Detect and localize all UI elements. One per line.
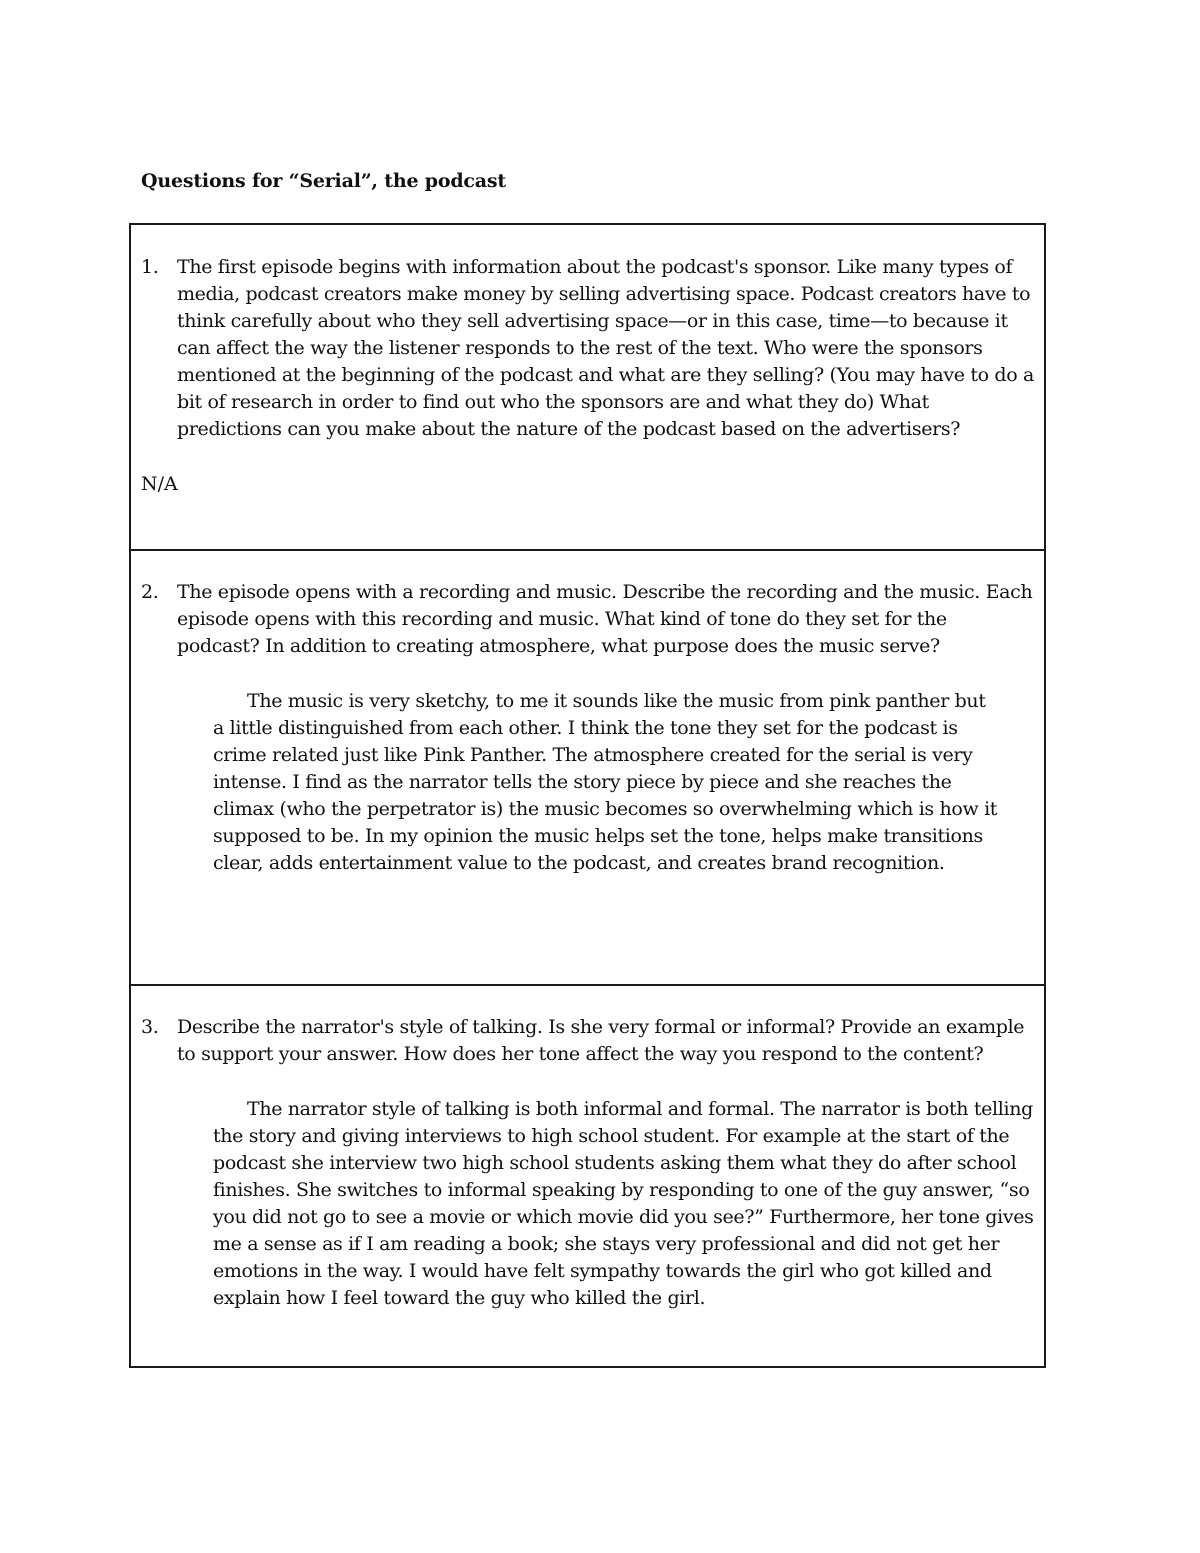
question-cell-2 (131, 551, 1044, 986)
question-cell-3 (131, 986, 1044, 1366)
question-number: 1. (141, 256, 159, 278)
answer-1: N/A (141, 473, 178, 495)
question-text: The episode opens with a recording and music. Describe the recording and the music. Each episode opens with this recording and music. What kind of tone do they set for the podcast? In addition to creating atmosphere, what purpose does the music serve? (177, 581, 1033, 657)
question-number: 3. (141, 1016, 159, 1038)
question-1 (141, 254, 1034, 443)
question-text: Describe the narrator's style of talking. Is she very formal or informal? Provide an example to support your answer. How does her tone affect the way you respond to the content? (177, 1016, 1025, 1065)
answer-2: The music is very sketchy, to me it sounds like the music from pink panther but a little distinguished from each other. I think the tone they set for the podcast is crime related just like Pink Panther. The atmosphere created for the serial is very intense. I find as the narrator tells the story piece by piece and she reaches the climax (who the perpetrator is) the music becomes so overwhelming which is how it supposed to be. In my opinion the music helps set the tone, helps make transitions clear, adds entertainment value to the podcast, and creates brand recognition. (213, 690, 998, 874)
question-text: The first episode begins with information about the podcast's sponsor. Like many types of media, podcast creators make money by selling advertising space. Podcast creators have to think carefully about who they sell advertising space—or in this case, time—to because it can affect the way the listener responds to the rest of the text. Who were the sponsors mentioned at the beginning of the podcast and what are they selling? (You may have to do a bit of research in order to find out who the sponsors are and what they do) What predictions can you make about the nature of the podcast based on the advertisers? (177, 256, 1034, 440)
answer-3: The narrator style of talking is both informal and formal. The narrator is both telling the story and giving interviews to high school student. For example at the start of the podcast she interview two high school students asking them what they do after school finishes. She switches to informal speaking by responding to one of the guy answer, “so you did not go to see a movie or which movie did you see?” Furthermore, her tone gives me a sense as if I am reading a book; she stays very professional and did not get her emotions in the way. I would have felt sympathy towards the girl who got killed and explain how I feel toward the guy who killed the girl. (213, 1098, 1034, 1309)
questions-table (129, 223, 1046, 1368)
question-3 (141, 1014, 1034, 1068)
question-cell-1 (131, 225, 1044, 551)
question-number: 2. (141, 581, 159, 603)
document-title: Questions for “Serial”, the podcast (141, 170, 506, 192)
question-2 (141, 579, 1034, 660)
